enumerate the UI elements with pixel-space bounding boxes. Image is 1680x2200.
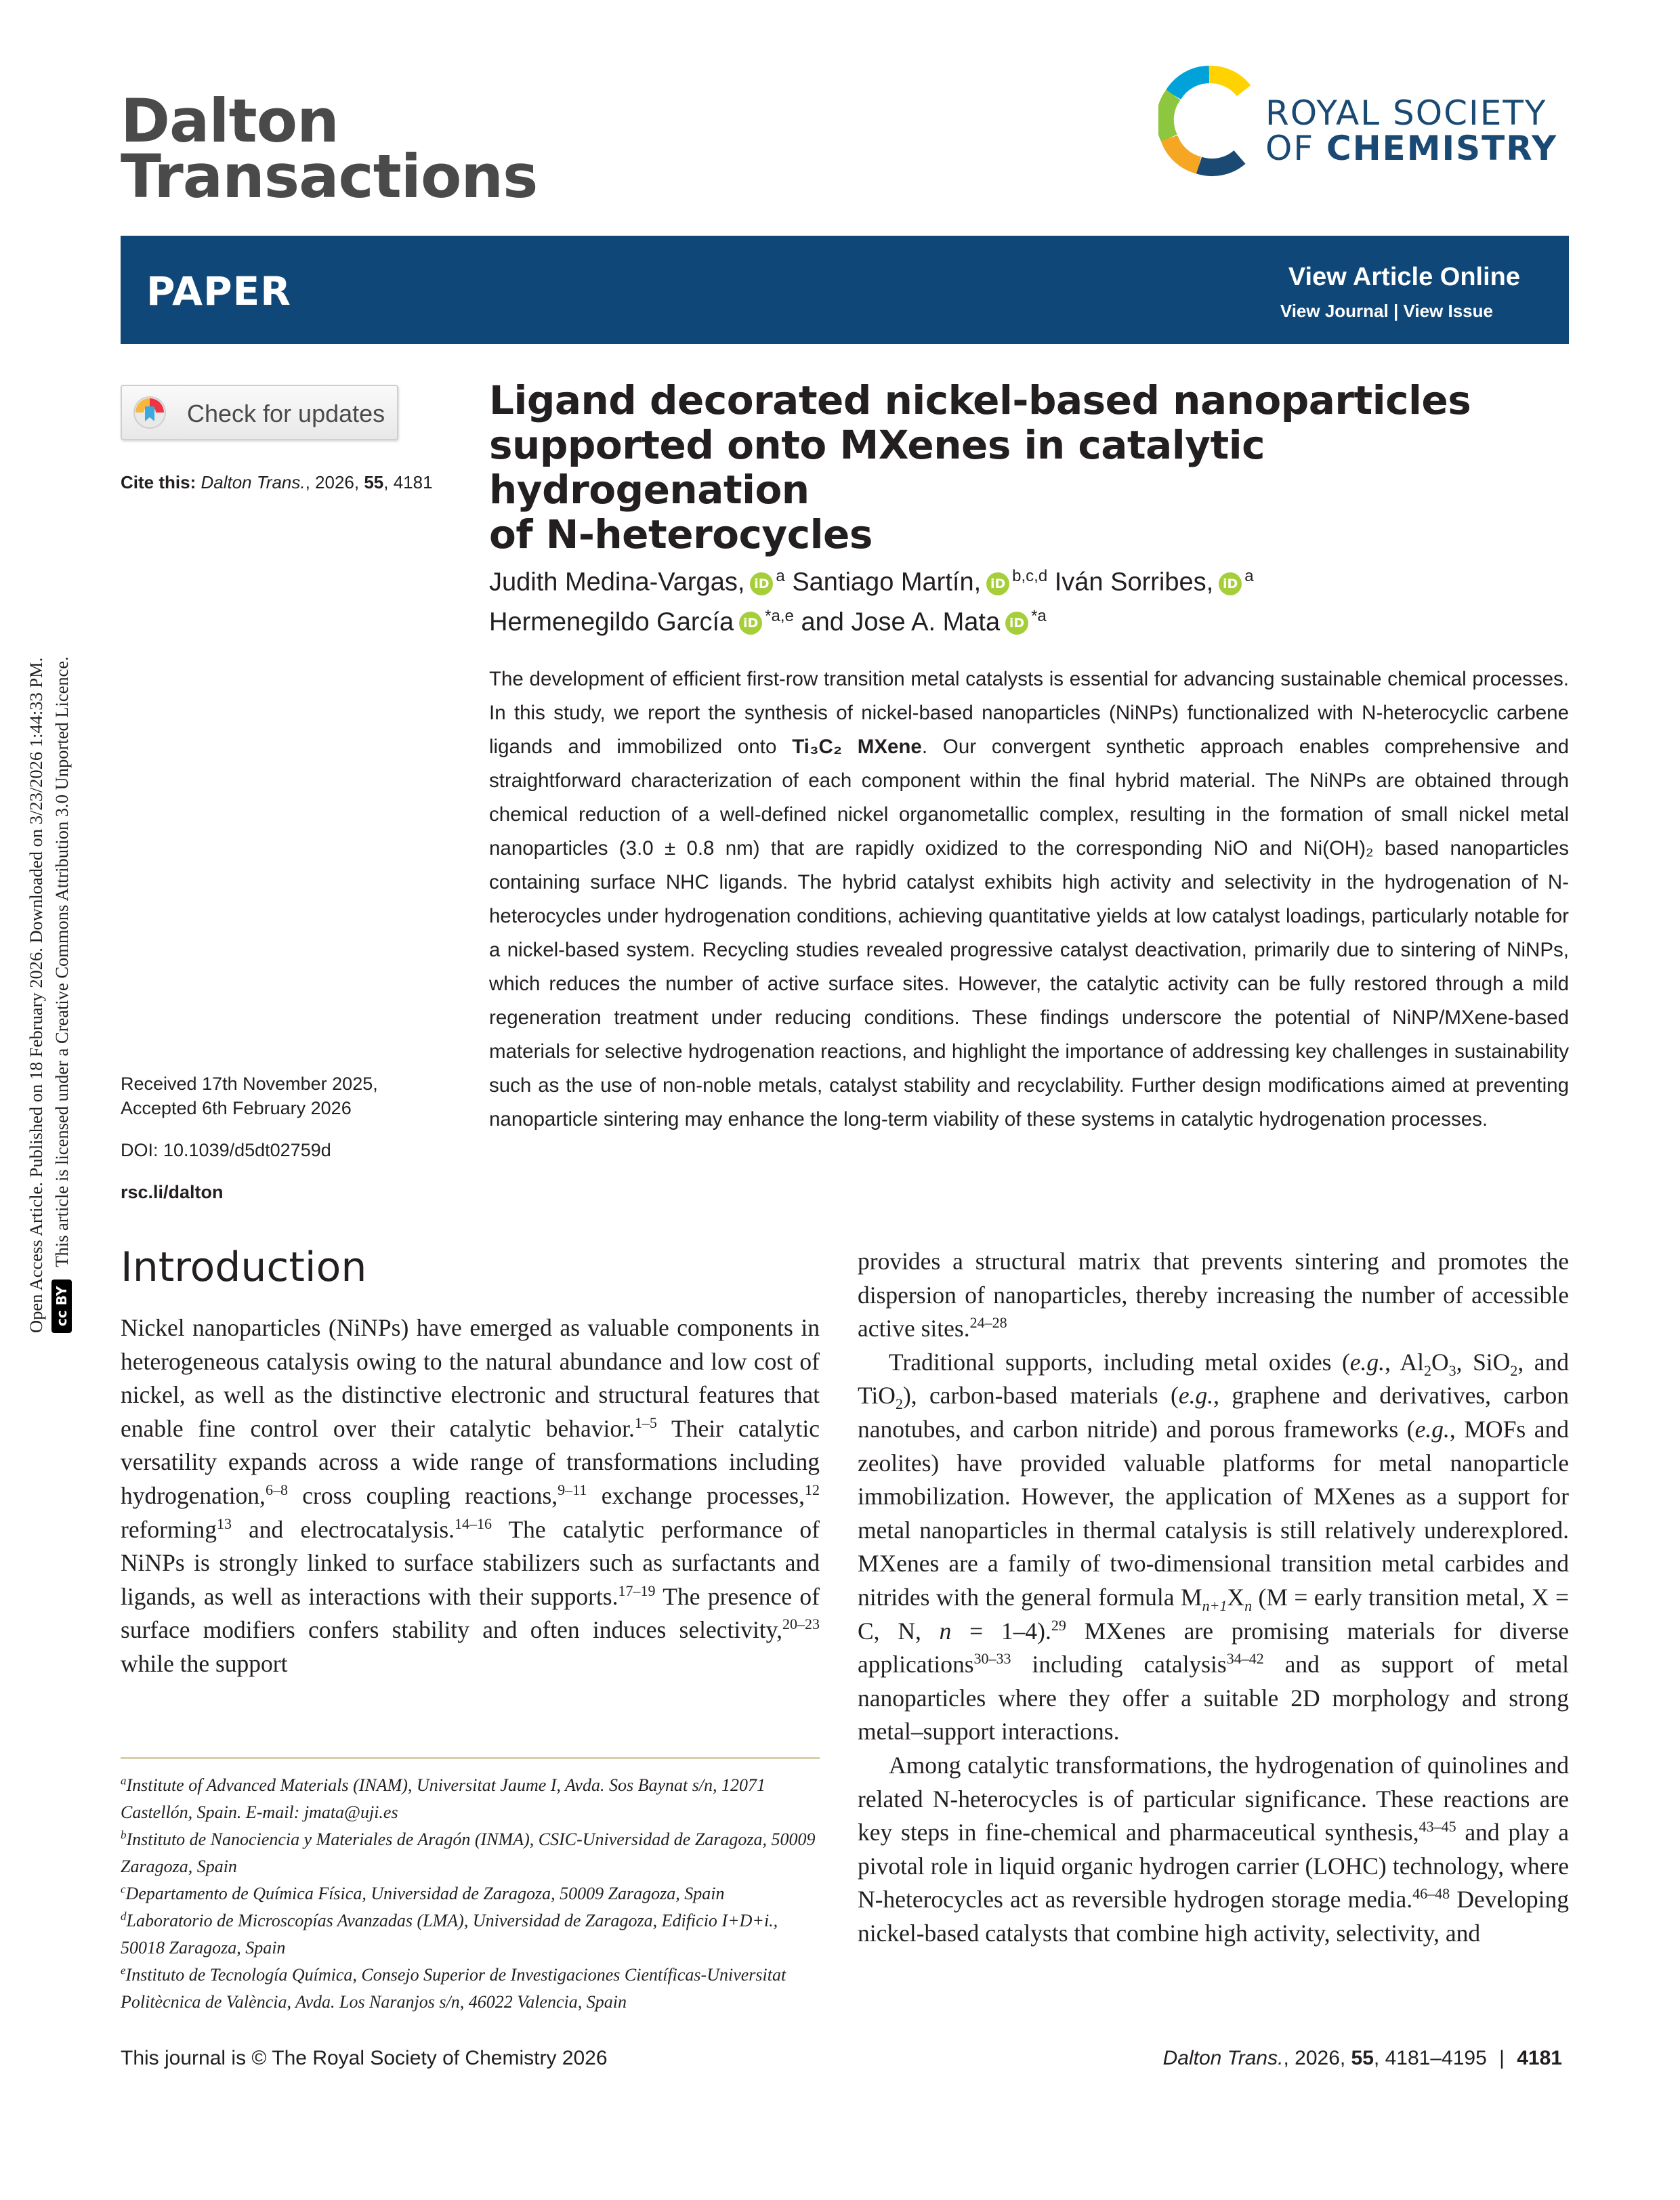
author-name: Judith Medina-Vargas, <box>489 568 745 597</box>
footnote-divider <box>121 1757 820 1759</box>
author-name: Jose A. Mata <box>851 608 1001 637</box>
author-name: Iván Sorribes, <box>1054 568 1214 597</box>
rsc-logo[interactable] <box>1158 65 1565 187</box>
check-for-updates-label: Check for updates <box>187 400 385 427</box>
journal-link[interactable]: rsc.li/dalton <box>121 1182 224 1202</box>
journal-title-line1: Dalton <box>121 86 339 156</box>
affiliation-a: $^a$Institute of Advanced Materials (INAM), Universitat Jaume I, Avda. Sos Baynat s/n, 12071 Castellón, Spain. E-mail: jmata@uji.es <box>121 1774 766 1822</box>
view-article-online-link[interactable]: View Article Online <box>1288 263 1520 291</box>
article-type-label: PAPER <box>146 268 291 314</box>
article-meta <box>121 1072 446 1204</box>
citation-info: Cite this: Dalton Trans., 2026, 55, 4181 <box>121 472 433 492</box>
cite-journal: Dalton Trans. <box>201 472 306 492</box>
cite-page: , 4181 <box>383 472 433 492</box>
rsc-logo-line2: OF CHEMISTRY <box>1265 129 1558 168</box>
body-right-column <box>858 1245 1569 1950</box>
article-title-line2: supported onto MXenes in catalytic hydrogenation <box>489 422 1265 513</box>
open-access-notice <box>23 656 75 1333</box>
check-for-updates-button[interactable] <box>121 385 398 440</box>
orcid-icon[interactable]: iD <box>750 572 773 595</box>
body-left-column <box>121 1311 820 1681</box>
cite-label: Cite this: <box>121 472 196 492</box>
view-issue-link[interactable]: View Issue <box>1403 301 1493 321</box>
crossmark-icon <box>133 396 167 429</box>
open-access-line2: cc BYThis article is licensed under a Creative Commons Attribution 3.0 Unported Licence. <box>49 656 75 1333</box>
author-list <box>489 559 1573 639</box>
paragraph: Among catalytic transformations, the hydrogenation of quinolines and related N-heterocycles is of particular significance. These reactions are key steps in fine-chemical and pharmaceutical synthesis,$^{43-45}$ and play a pivotal role in liquid organic hydrogen carrier (LOHC) technology, where N-heterocycles act as reversible hydrogen storage media.$^{46-48}$ Developing nickel-based catalysts that combine high activity, selectivity, and <box>858 1751 1570 1947</box>
orcid-icon[interactable]: iD <box>739 612 762 635</box>
affiliation-c: $^c$Departamento de Química Física, Universidad de Zaragoza, 50009 Zaragoza, Spain <box>121 1882 725 1903</box>
article-title-line3: of N-heterocycles <box>489 511 873 557</box>
view-links-separator: | <box>1393 301 1399 321</box>
article-title-line1: Ligand decorated nickel-based nanoparticles <box>489 377 1471 423</box>
cite-volume: 55 <box>364 472 384 492</box>
orcid-icon[interactable]: iD <box>1005 612 1028 635</box>
open-access-line1: Open Access Article. Published on 18 February 2026. Downloaded on 3/23/2026 1:44:33 PM. <box>26 657 46 1333</box>
author-name: Hermenegildo García <box>489 608 734 637</box>
author-name: Santiago Martín, <box>792 568 982 597</box>
page-number: 4181 <box>1517 2047 1562 2069</box>
abstract: The development of efficient first-row transition metal catalysts is essential for advancing sustainable chemical processes. In this study, we report the synthesis of nickel-based nanoparticles (NiNPs) functionalized with N-heterocyclic carbene ligands and immobilized onto Ti₃C₂ MXene. Our convergent synthetic approach enables comprehensive and straightforward characterization of each component within the final hybrid material. The NiNPs are obtained through chemical reduction of a well-defined nickel organometallic complex, resulting in the formation of small nickel metal nanoparticles (3.0 ± 0.8 nm) that are rapidly oxidized to the corresponding NiO and Ni(OH)₂ based nanoparticles containing surface NHC ligands. The hybrid catalyst exhibits high activity and selectivity in the hydrogenation of N-heterocycles under hydrogenation conditions, achieving quantitative yields at low catalyst loadings, particularly notable for a nickel-based system. Recycling studies revealed progressive catalyst deactivation, primarily due to sintering of NiNPs, which reduces the number of active surface sites. However, the catalytic activity can be fully restored through a mild regeneration treatment under reducing conditions. These findings underscore the potential of NiNP/MXene-based materials for selective hydrogenation reactions, and highlight the importance of addressing key challenges in sustainability such as the use of non-noble metals, catalyst stability and recyclability. Further design modifications aimed at preventing nanoparticle sintering may enhance the long-term viability of these systems in catalytic hydrogenation processes. <box>489 668 1570 1130</box>
affiliation-b: $^b$Instituto de Nanociencia y Materiales de Aragón (INMA), CSIC-Universidad de Zaragoza, 50009 Zaragoza, Spain <box>121 1828 816 1876</box>
article-type-banner <box>121 236 1569 344</box>
view-links <box>1280 301 1493 322</box>
abstract-bold-term: Ti₃C₂ MXene <box>792 736 922 758</box>
article-title <box>489 378 1573 557</box>
affiliation-e: $^e$Instituto de Tecnología Química, Consejo Superior de Investigaciones Científicas-Universitat Politècnica de València, Avda. Los Naranjos s/n, 46022 Valencia, Spain <box>121 1964 786 2012</box>
accepted-date: Accepted 6th February 2026 <box>121 1098 352 1118</box>
rsc-logo-line1: ROYAL SOCIETY <box>1265 93 1547 133</box>
section-heading-introduction: Introduction <box>121 1244 367 1291</box>
paragraph: Nickel nanoparticles (NiNPs) have emerged as valuable components in heterogeneous catalysis owing to the natural abundance and low cost of nickel, as well as the distinctive electronic and structural features that enable fine control over their catalytic behavior.$^{1-5}$ Their catalytic versatility expands across a wide range of transformations including hydrogenation,$^{6-8}$ cross coupling reactions,$^{9-11}$ exchange processes,$^{12}$ reforming$^{13}$ and electrocatalysis.$^{14-16}$ The catalytic performance of NiNPs is strongly linked to surface stabilizers such as surfactants and ligands, as well as interactions with their supports.$^{17-19}$ The presence of surface modifiers confers stability and often induces selectivity,$^{20-23}$ while the support <box>121 1314 820 1677</box>
author-line2: Hermenegildo García iD $^{*a,e}$ and Jose A. Mata iD $^{*a}$ <box>489 606 1047 637</box>
received-date: Received 17th November 2025, <box>121 1074 378 1094</box>
orcid-icon[interactable]: iD <box>986 572 1009 595</box>
cc-by-badge-icon[interactable]: cc BY <box>51 1279 72 1333</box>
author-line1: Judith Medina-Vargas, iD $^a$ Santiago Martín, iD $^{b,c,d}$ Iván Sorribes, iD $^a$ <box>489 567 1254 597</box>
footer-copyright: This journal is © The Royal Society of Chemistry 2026 <box>121 2047 608 2069</box>
orcid-icon[interactable]: iD <box>1219 572 1242 595</box>
affiliation-d: $^d$Laboratorio de Microscopías Avanzadas (LMA), Universidad de Zaragoza, Edificio I+D+i., 50018 Zaragoza, Spain <box>121 1909 778 1958</box>
journal-title-line2: Transactions <box>121 142 538 211</box>
affiliations <box>121 1772 820 2016</box>
paragraph: provides a structural matrix that prevents sintering and promotes the dispersion of nanoparticles, thereby increasing the number of accessible active sites.$^{24-28}$ <box>858 1248 1569 1342</box>
view-journal-link[interactable]: View Journal <box>1280 301 1389 321</box>
doi[interactable]: DOI: 10.1039/d5dt02759d <box>121 1140 331 1160</box>
footer-citation: Dalton Trans., 2026, 55, 4181–4195 | 4181 <box>1162 2047 1562 2069</box>
paragraph: Traditional supports, including metal oxides (e.g., $Al_2O_3$, SiO$_2$, and TiO$_2$), carbon-based materials (e.g., graphene and derivatives, carbon nanotubes, and carbon nitride) and porous frameworks (e.g., MOFs and zeolites) have provided valuable platforms for metal nanoparticle immobilization. However, the application of MXenes as a support for metal nanoparticles in thermal catalysis is still relatively underexplored. MXenes are a family of two-dimensional transition metal carbides and nitrides with the general formula $M_{n+1}X_n$ (M = early transition metal, X = C, N, n = 1–4).$^{29}$ MXenes are promising materials for diverse applications$^{30-33}$ including catalysis$^{34-42}$ and as support of metal nanoparticles where they offer a suitable 2D morphology and strong metal–support interactions. <box>858 1348 1570 1746</box>
rsc-logo-mark-icon <box>1158 65 1260 180</box>
journal-title <box>121 86 538 211</box>
author-and: and <box>801 608 844 637</box>
